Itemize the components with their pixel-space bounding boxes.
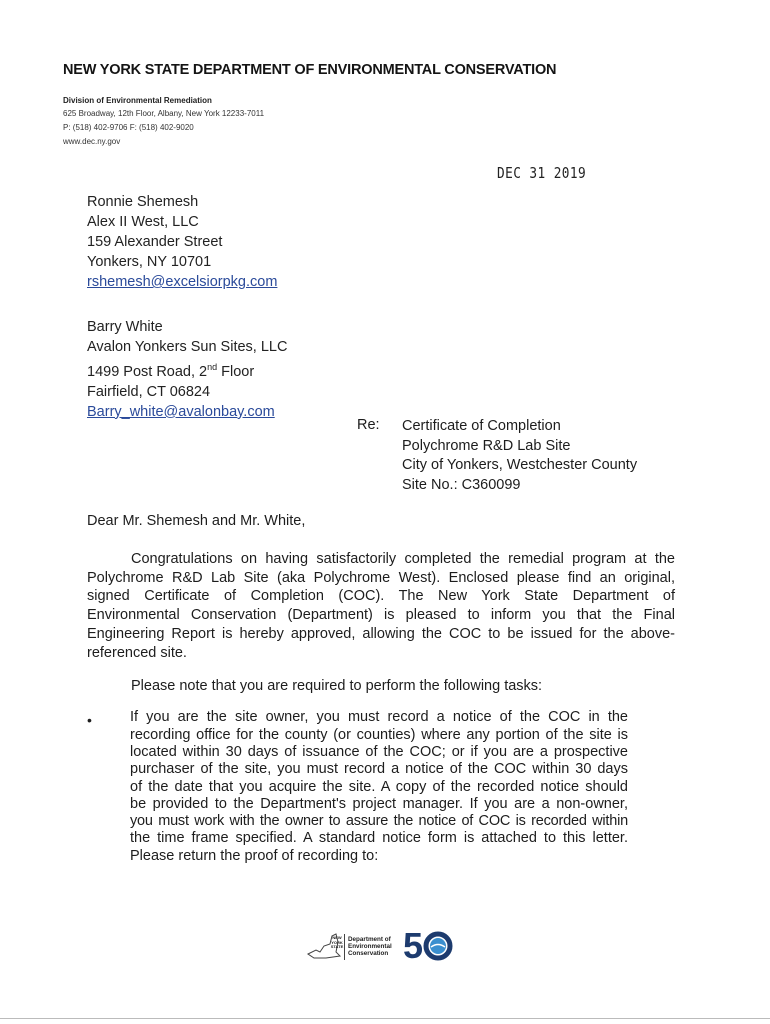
ny-logo-text: NEW YORK STATE — [330, 935, 344, 949]
re-line: Polychrome R&D Lab Site — [402, 437, 571, 454]
bullet-marker: • — [87, 712, 92, 728]
recipient-block-2 — [87, 317, 287, 422]
paragraph-line: signed Certificate of Completion (COC). The New York State Department of — [87, 588, 675, 605]
bullet-line: be provided to the Department's project manager. If you are a non-owner, — [130, 795, 628, 812]
bullet-line: Please return the proof of recording to: — [130, 847, 379, 864]
date-stamp: DEC 31 2019 — [497, 164, 587, 182]
dept-logo-line: Department of — [348, 936, 391, 943]
bullet-line: purchaser of the site, you must record a notice of the COC within 30 days — [130, 761, 628, 778]
re-line: City of Yonkers, Westchester County — [402, 457, 638, 473]
fifty-digit: 5 — [403, 925, 423, 966]
division-name: Division of Environmental Remediation — [63, 96, 212, 105]
bullet-line: If you are the site owner, you must record a notice of the COC in the — [130, 709, 628, 725]
recipient-company: Alex II West, LLC — [87, 214, 199, 230]
recipient-email-link[interactable]: Barry_white@avalonbay.com — [87, 403, 275, 420]
agency-website: www.dec.ny.gov — [63, 137, 121, 146]
bullet-line: the time frame specified. A standard notice form is attached to this letter. — [130, 830, 628, 847]
recipient-block-1 — [87, 192, 277, 292]
dept-logo-text — [348, 936, 392, 957]
recipient-street: 1499 Post Road, 2nd Floor — [87, 362, 255, 380]
bullet-line: of the date that you acquire the site. A copy of the recorded notice should — [130, 778, 628, 795]
bullet-paragraph — [130, 708, 628, 865]
paragraph-line: Environmental Conservation (Department) is pleased to inform you that the Final — [87, 607, 675, 624]
recipient-company: Avalon Yonkers Sun Sites, LLC — [87, 339, 288, 355]
paragraph-line: Engineering Report is hereby approved, allowing the COC to be issued for the above- — [87, 625, 675, 642]
paragraph-line: Polychrome R&D Lab Site (aka Polychrome West). Enclosed please find an original, — [87, 569, 675, 586]
agency-phone: P: (518) 402-9706 F: (518) 402-9020 — [63, 123, 194, 132]
bottom-rule — [0, 1018, 770, 1019]
dept-logo-line: Environmental — [348, 943, 392, 950]
re-subject — [402, 417, 637, 495]
salutation: Dear Mr. Shemesh and Mr. White, — [87, 513, 306, 529]
paragraph-line: referenced site. — [87, 644, 187, 661]
paragraph-line: Congratulations on having satisfactorily completed the remedial program at the — [131, 551, 675, 567]
dept-logo-line: Conservation — [348, 950, 389, 957]
recipient-street: 159 Alexander Street — [87, 234, 223, 250]
re-line: Certificate of Completion — [402, 418, 561, 434]
globe-zero-icon — [423, 931, 453, 961]
agency-name: NEW YORK STATE DEPARTMENT OF ENVIRONMENTAL CONSERVATION — [63, 62, 557, 78]
agency-address: 625 Broadway, 12th Floor, Albany, New York 12233-7011 — [63, 109, 265, 118]
body-paragraph-2: Please note that you are required to perform the following tasks: — [131, 678, 543, 694]
logo-divider — [344, 934, 345, 960]
recipient-name: Ronnie Shemesh — [87, 194, 199, 210]
body-paragraph-1 — [87, 550, 675, 662]
bullet-line: recording office for the county (or counties) where any portion of the site is — [130, 726, 628, 743]
recipient-name: Barry White — [87, 319, 163, 335]
fifty-anniversary-logo — [403, 925, 453, 967]
re-label: Re: — [357, 417, 380, 433]
recipient-email-link[interactable]: rshemesh@excelsiorpkg.com — [87, 274, 278, 290]
recipient-city: Yonkers, NY 10701 — [87, 254, 212, 270]
re-line: Site No.: C360099 — [402, 476, 521, 493]
recipient-city: Fairfield, CT 06824 — [87, 383, 211, 400]
bullet-line: you must work with the owner to assure the notice of COC is recorded within — [130, 813, 628, 830]
bullet-line: located within 30 days of issuance of the COC; or if you are a prospective — [130, 744, 628, 760]
